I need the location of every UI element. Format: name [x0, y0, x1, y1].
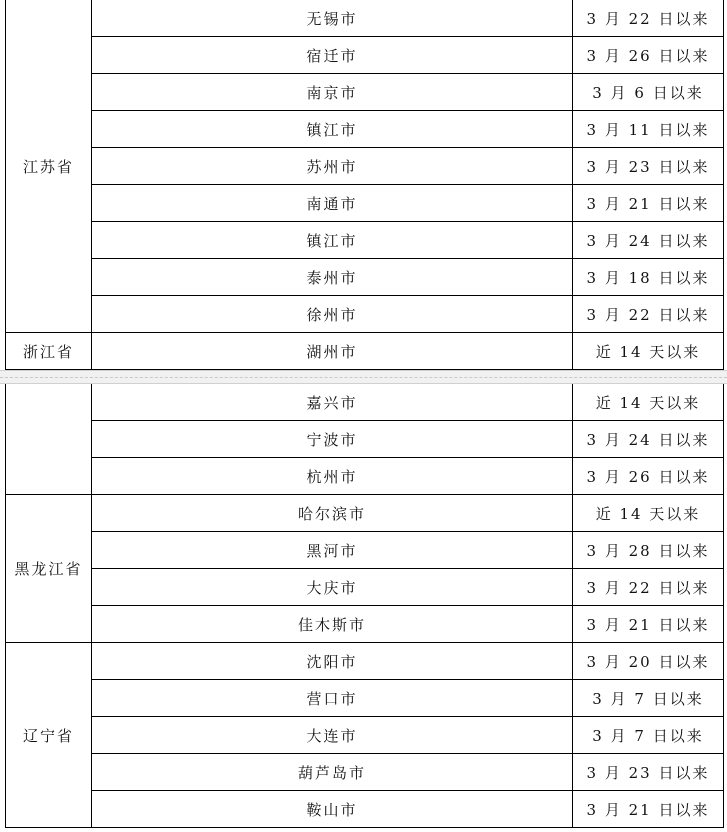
region-table-page-2 [5, 384, 724, 828]
date-cell: 3 月 11 日以来 [573, 111, 724, 148]
date-cell: 3 月 20 日以来 [573, 643, 724, 680]
date-cell: 近 14 天以来 [573, 333, 724, 370]
city-cell: 苏州市 [92, 148, 573, 185]
table-row [6, 384, 724, 421]
city-cell: 嘉兴市 [92, 384, 573, 421]
date-cell: 3 月 7 日以来 [573, 717, 724, 754]
city-cell: 宁波市 [92, 421, 573, 458]
city-cell: 营口市 [92, 680, 573, 717]
city-cell: 无锡市 [92, 0, 573, 37]
city-cell: 南通市 [92, 185, 573, 222]
province-cell: 黑龙江省 [6, 495, 92, 643]
province-cell: 辽宁省 [6, 643, 92, 828]
city-cell: 大庆市 [92, 569, 573, 606]
date-cell: 3 月 26 日以来 [573, 37, 724, 74]
region-table-page-1 [5, 0, 724, 370]
date-cell: 近 14 天以来 [573, 495, 724, 532]
date-cell: 3 月 22 日以来 [573, 296, 724, 333]
table-row [6, 148, 724, 185]
table-row [6, 495, 724, 532]
date-cell: 3 月 22 日以来 [573, 0, 724, 37]
date-cell: 3 月 24 日以来 [573, 222, 724, 259]
table-row [6, 643, 724, 680]
province-cell: 江苏省 [6, 0, 92, 333]
table-row [6, 222, 724, 259]
city-cell: 湖州市 [92, 333, 573, 370]
date-cell: 3 月 23 日以来 [573, 754, 724, 791]
city-cell: 葫芦岛市 [92, 754, 573, 791]
region-table-body [6, 384, 724, 828]
table-row [6, 259, 724, 296]
city-cell: 镇江市 [92, 222, 573, 259]
city-cell: 黑河市 [92, 532, 573, 569]
province-cell [6, 384, 92, 495]
city-cell: 徐州市 [92, 296, 573, 333]
table-row [6, 606, 724, 643]
city-cell: 沈阳市 [92, 643, 573, 680]
date-cell: 3 月 26 日以来 [573, 458, 724, 495]
page-break [0, 370, 727, 384]
date-cell: 3 月 24 日以来 [573, 421, 724, 458]
date-cell: 3 月 21 日以来 [573, 606, 724, 643]
date-cell: 3 月 21 日以来 [573, 791, 724, 828]
city-cell: 哈尔滨市 [92, 495, 573, 532]
table-row [6, 0, 724, 37]
region-table-body [6, 0, 724, 370]
date-cell: 3 月 22 日以来 [573, 569, 724, 606]
table-row [6, 74, 724, 111]
document-page-1 [0, 0, 727, 370]
document-page-2 [0, 384, 727, 832]
date-cell: 3 月 23 日以来 [573, 148, 724, 185]
city-cell: 宿迁市 [92, 37, 573, 74]
date-cell: 3 月 28 日以来 [573, 532, 724, 569]
province-cell: 浙江省 [6, 333, 92, 370]
table-row [6, 37, 724, 74]
table-row [6, 754, 724, 791]
city-cell: 佳木斯市 [92, 606, 573, 643]
table-row [6, 791, 724, 828]
city-cell: 南京市 [92, 74, 573, 111]
table-row [6, 458, 724, 495]
table-row [6, 185, 724, 222]
date-cell: 3 月 6 日以来 [573, 74, 724, 111]
table-row [6, 569, 724, 606]
table-row [6, 680, 724, 717]
city-cell: 镇江市 [92, 111, 573, 148]
table-row [6, 333, 724, 370]
table-row [6, 421, 724, 458]
table-row [6, 717, 724, 754]
table-row [6, 296, 724, 333]
city-cell: 泰州市 [92, 259, 573, 296]
table-row [6, 532, 724, 569]
table-row [6, 111, 724, 148]
date-cell: 近 14 天以来 [573, 384, 724, 421]
date-cell: 3 月 21 日以来 [573, 185, 724, 222]
date-cell: 3 月 18 日以来 [573, 259, 724, 296]
city-cell: 鞍山市 [92, 791, 573, 828]
city-cell: 杭州市 [92, 458, 573, 495]
date-cell: 3 月 7 日以来 [573, 680, 724, 717]
city-cell: 大连市 [92, 717, 573, 754]
